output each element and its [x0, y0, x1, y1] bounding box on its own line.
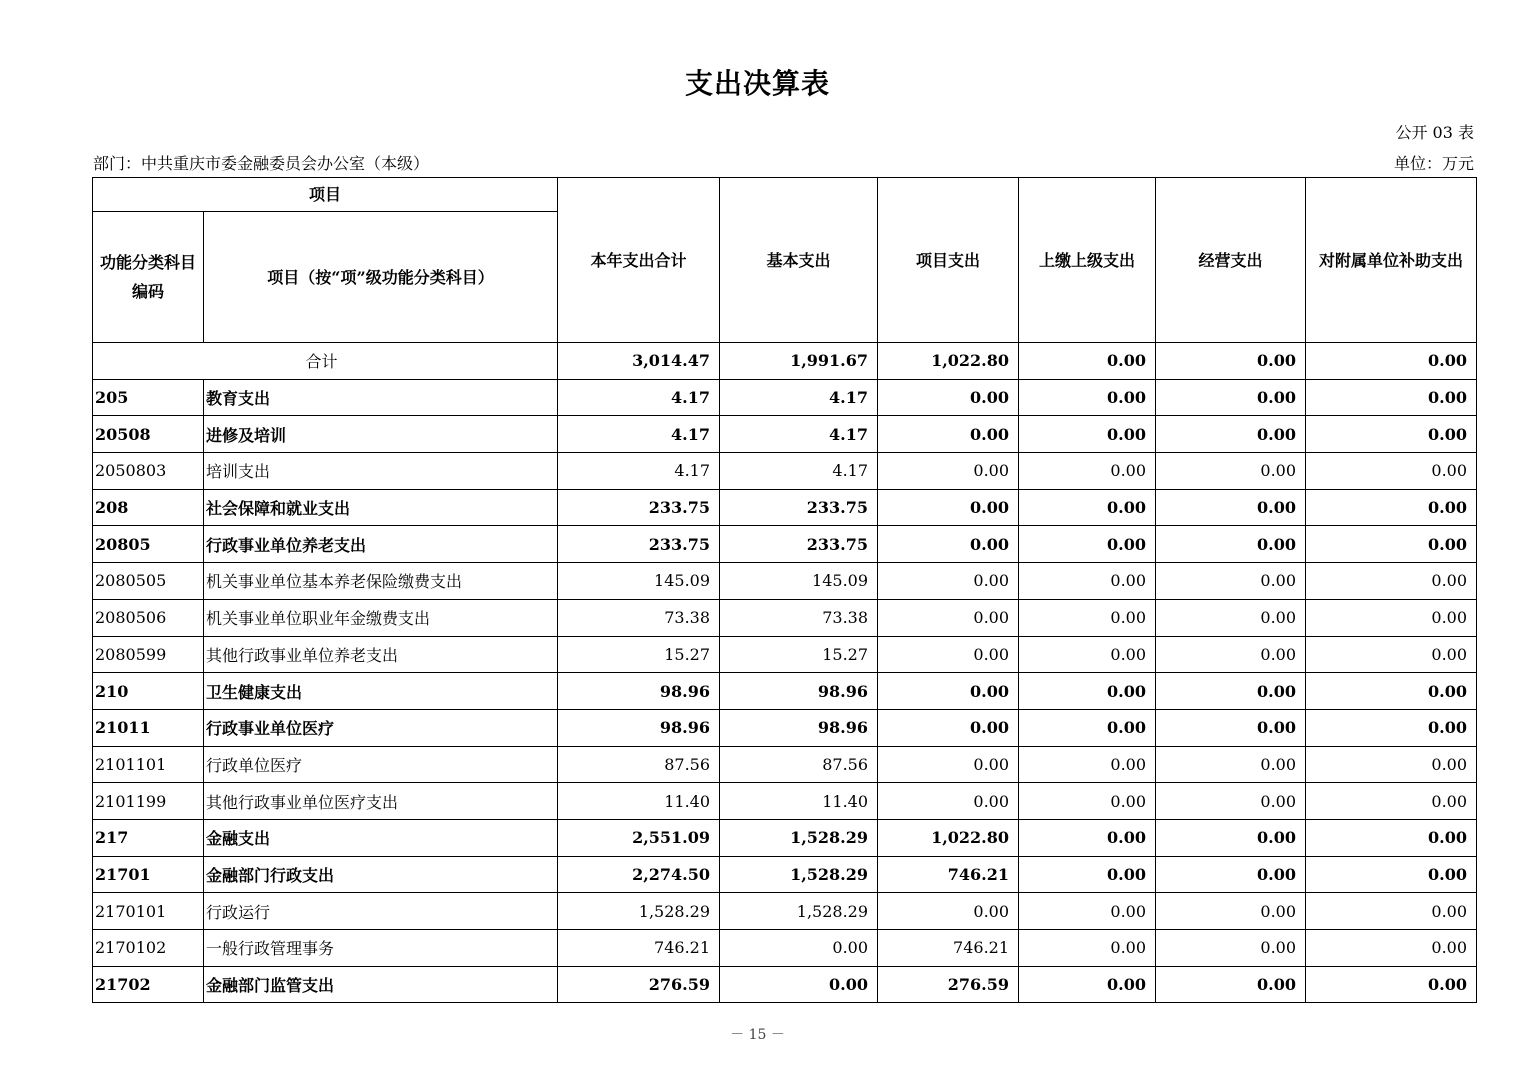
row-value: 0.00 — [878, 489, 1019, 526]
row-value: 0.00 — [1019, 930, 1156, 967]
row-value: 0.00 — [1156, 563, 1306, 600]
row-value: 0.00 — [1019, 966, 1156, 1003]
row-value: 0.00 — [1019, 709, 1156, 746]
row-value: 98.96 — [558, 709, 720, 746]
row-value: 0.00 — [1306, 379, 1477, 416]
row-code: 205 — [93, 379, 204, 416]
row-value: 0.00 — [1306, 563, 1477, 600]
row-value: 0.00 — [1156, 453, 1306, 490]
row-value: 1,022.80 — [878, 819, 1019, 856]
row-value: 0.00 — [1306, 416, 1477, 453]
row-code: 21701 — [93, 856, 204, 893]
row-value: 0.00 — [1306, 746, 1477, 783]
row-value: 0.00 — [878, 673, 1019, 710]
table-row — [93, 783, 1477, 820]
row-value: 0.00 — [878, 783, 1019, 820]
row-value: 0.00 — [1156, 599, 1306, 636]
row-value: 233.75 — [720, 489, 878, 526]
total-value: 0.00 — [1156, 343, 1306, 380]
row-value: 15.27 — [558, 636, 720, 673]
row-name: 金融支出 — [204, 819, 558, 856]
table-row — [93, 930, 1477, 967]
row-value: 0.00 — [1156, 783, 1306, 820]
table-row — [93, 636, 1477, 673]
row-name: 金融部门监管支出 — [204, 966, 558, 1003]
row-value: 2,274.50 — [558, 856, 720, 893]
row-value: 0.00 — [1019, 489, 1156, 526]
row-name: 培训支出 — [204, 453, 558, 490]
row-value: 73.38 — [558, 599, 720, 636]
row-code: 2080599 — [93, 636, 204, 673]
table-row — [93, 599, 1477, 636]
row-value: 0.00 — [1156, 673, 1306, 710]
row-code: 21011 — [93, 709, 204, 746]
row-value: 0.00 — [1019, 636, 1156, 673]
header-name: 项目（按“项”级功能分类科目） — [204, 212, 558, 343]
row-value: 0.00 — [1306, 783, 1477, 820]
unit-label: 单位：万元 — [1393, 154, 1474, 173]
row-name: 机关事业单位职业年金缴费支出 — [204, 599, 558, 636]
row-value: 4.17 — [720, 453, 878, 490]
row-value: 0.00 — [878, 709, 1019, 746]
header-basic: 基本支出 — [720, 178, 878, 343]
header-item-group: 项目 — [93, 178, 558, 212]
row-value: 0.00 — [878, 636, 1019, 673]
row-value: 0.00 — [1156, 856, 1306, 893]
row-value: 0.00 — [1156, 709, 1306, 746]
row-name: 行政单位医疗 — [204, 746, 558, 783]
total-value: 1,022.80 — [878, 343, 1019, 380]
table-row — [93, 489, 1477, 526]
row-value: 1,528.29 — [720, 856, 878, 893]
table-row — [93, 416, 1477, 453]
table-row — [93, 709, 1477, 746]
row-value: 145.09 — [558, 563, 720, 600]
row-code: 2080505 — [93, 563, 204, 600]
row-value: 0.00 — [1156, 746, 1306, 783]
row-value: 73.38 — [720, 599, 878, 636]
row-value: 0.00 — [1306, 489, 1477, 526]
row-value: 0.00 — [1019, 563, 1156, 600]
row-value: 0.00 — [720, 930, 878, 967]
row-name: 金融部门行政支出 — [204, 856, 558, 893]
row-value: 0.00 — [878, 746, 1019, 783]
row-value: 4.17 — [720, 379, 878, 416]
department-label: 部门：中共重庆市委金融委员会办公室（本级） — [93, 154, 430, 173]
table-row — [93, 893, 1477, 930]
row-value: 746.21 — [878, 856, 1019, 893]
row-code: 210 — [93, 673, 204, 710]
row-value: 0.00 — [878, 453, 1019, 490]
total-row — [93, 343, 1477, 380]
row-value: 0.00 — [878, 416, 1019, 453]
total-value: 0.00 — [1306, 343, 1477, 380]
row-value: 0.00 — [1156, 526, 1306, 563]
row-value: 87.56 — [558, 746, 720, 783]
row-value: 0.00 — [1306, 526, 1477, 563]
row-value: 0.00 — [1019, 673, 1156, 710]
row-value: 0.00 — [1019, 453, 1156, 490]
table-row — [93, 966, 1477, 1003]
row-value: 0.00 — [1019, 783, 1156, 820]
row-value: 276.59 — [878, 966, 1019, 1003]
row-value: 0.00 — [878, 563, 1019, 600]
table-row — [93, 453, 1477, 490]
row-name: 其他行政事业单位医疗支出 — [204, 783, 558, 820]
row-value: 0.00 — [1156, 489, 1306, 526]
table-row — [93, 379, 1477, 416]
row-value: 4.17 — [558, 379, 720, 416]
header-upper: 上缴上级支出 — [1019, 178, 1156, 343]
total-value: 0.00 — [1019, 343, 1156, 380]
row-code: 208 — [93, 489, 204, 526]
row-value: 0.00 — [1019, 819, 1156, 856]
row-value: 2,551.09 — [558, 819, 720, 856]
expenditure-table — [92, 177, 1477, 1003]
row-code: 2170101 — [93, 893, 204, 930]
row-code: 2050803 — [93, 453, 204, 490]
row-code: 21702 — [93, 966, 204, 1003]
row-value: 0.00 — [1019, 379, 1156, 416]
row-value: 0.00 — [1019, 416, 1156, 453]
row-value: 4.17 — [720, 416, 878, 453]
row-code: 20805 — [93, 526, 204, 563]
row-value: 0.00 — [1306, 819, 1477, 856]
row-value: 0.00 — [1306, 599, 1477, 636]
row-value: 1,528.29 — [720, 819, 878, 856]
row-value: 98.96 — [720, 709, 878, 746]
row-code: 2101199 — [93, 783, 204, 820]
table-row — [93, 819, 1477, 856]
row-value: 4.17 — [558, 416, 720, 453]
row-value: 0.00 — [878, 893, 1019, 930]
row-name: 教育支出 — [204, 379, 558, 416]
row-value: 0.00 — [1156, 893, 1306, 930]
row-value: 0.00 — [1019, 526, 1156, 563]
row-value: 98.96 — [720, 673, 878, 710]
row-value: 0.00 — [1306, 636, 1477, 673]
row-value: 0.00 — [1306, 709, 1477, 746]
total-label: 合计 — [93, 343, 558, 380]
row-code: 2101101 — [93, 746, 204, 783]
row-value: 0.00 — [1306, 930, 1477, 967]
total-value: 1,991.67 — [720, 343, 878, 380]
header-project: 项目支出 — [878, 178, 1019, 343]
header-code: 功能分类科目编码 — [93, 212, 204, 343]
row-value: 1,528.29 — [720, 893, 878, 930]
row-value: 276.59 — [558, 966, 720, 1003]
row-value: 746.21 — [878, 930, 1019, 967]
row-value: 145.09 — [720, 563, 878, 600]
page-number: － 15 － — [730, 1027, 785, 1043]
row-value: 0.00 — [1019, 893, 1156, 930]
table-number: 公开 03 表 — [1395, 123, 1474, 142]
row-value: 0.00 — [1156, 930, 1306, 967]
row-name: 社会保障和就业支出 — [204, 489, 558, 526]
total-value: 3,014.47 — [558, 343, 720, 380]
row-name: 其他行政事业单位养老支出 — [204, 636, 558, 673]
row-value: 0.00 — [1156, 416, 1306, 453]
row-value: 0.00 — [1306, 453, 1477, 490]
row-value: 233.75 — [558, 489, 720, 526]
row-value: 0.00 — [1019, 599, 1156, 636]
row-name: 机关事业单位基本养老保险缴费支出 — [204, 563, 558, 600]
row-value: 233.75 — [720, 526, 878, 563]
row-name: 一般行政管理事务 — [204, 930, 558, 967]
row-value: 0.00 — [1306, 673, 1477, 710]
row-value: 4.17 — [558, 453, 720, 490]
row-value: 0.00 — [1306, 856, 1477, 893]
row-value: 0.00 — [1019, 856, 1156, 893]
row-code: 20508 — [93, 416, 204, 453]
row-code: 2170102 — [93, 930, 204, 967]
row-name: 行政运行 — [204, 893, 558, 930]
row-code: 217 — [93, 819, 204, 856]
row-name: 卫生健康支出 — [204, 673, 558, 710]
table-row — [93, 563, 1477, 600]
row-name: 进修及培训 — [204, 416, 558, 453]
table-row — [93, 526, 1477, 563]
row-value: 0.00 — [1156, 379, 1306, 416]
row-value: 0.00 — [1306, 893, 1477, 930]
table-row — [93, 856, 1477, 893]
row-value: 0.00 — [1019, 746, 1156, 783]
header-total: 本年支出合计 — [558, 178, 720, 343]
row-name: 行政事业单位养老支出 — [204, 526, 558, 563]
row-code: 2080506 — [93, 599, 204, 636]
row-value: 0.00 — [878, 379, 1019, 416]
row-value: 0.00 — [1306, 966, 1477, 1003]
row-name: 行政事业单位医疗 — [204, 709, 558, 746]
row-value: 11.40 — [558, 783, 720, 820]
header-business: 经营支出 — [1156, 178, 1306, 343]
row-value: 0.00 — [878, 599, 1019, 636]
row-value: 15.27 — [720, 636, 878, 673]
row-value: 0.00 — [1156, 819, 1306, 856]
row-value: 0.00 — [1156, 636, 1306, 673]
row-value: 87.56 — [720, 746, 878, 783]
table-row — [93, 746, 1477, 783]
row-value: 233.75 — [558, 526, 720, 563]
header-subsidy: 对附属单位补助支出 — [1306, 178, 1477, 343]
row-value: 98.96 — [558, 673, 720, 710]
row-value: 746.21 — [558, 930, 720, 967]
row-value: 0.00 — [720, 966, 878, 1003]
row-value: 0.00 — [1156, 966, 1306, 1003]
row-value: 11.40 — [720, 783, 878, 820]
row-value: 1,528.29 — [558, 893, 720, 930]
page-title: 支出决算表 — [684, 67, 830, 100]
row-value: 0.00 — [878, 526, 1019, 563]
table-row — [93, 673, 1477, 710]
